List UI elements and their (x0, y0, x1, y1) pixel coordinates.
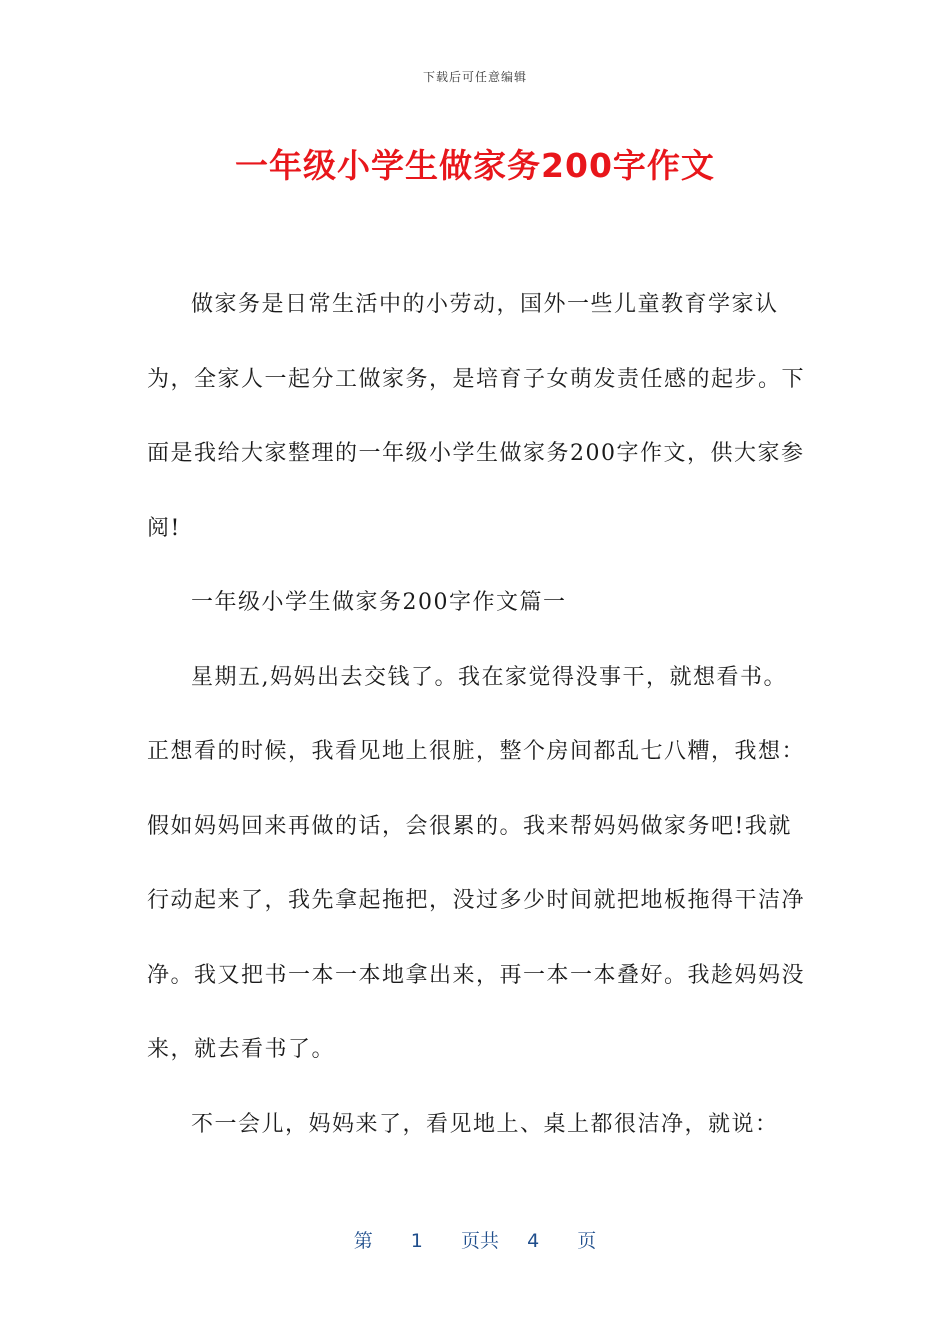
paragraph-section-heading: 一年级小学生做家务200字作文篇一 (191, 590, 567, 615)
document-title: 一年级小学生做家务200字作文 (235, 146, 715, 185)
paragraph-continuation: 不一会儿，妈妈来了，看见地上、桌上都很洁净，就说： (191, 1111, 779, 1137)
paragraph-story: 星期五,妈妈出去交钱了。我在家觉得没事干，就想看书。正想看的时候，我看见地上很脏，整个房间都乱七八糟，我想：假如妈妈回来再做的话，会很累的。我来帮妈妈做家务吧!我就行动起来了，我先拿起拖把，没过多少时间就把地板拖得干洁净净。我又把书一本一本地拿出来，再一本一本叠好。我趁妈妈没来，就去看书了。 (147, 664, 806, 1062)
page-footer (0, 1226, 950, 1253)
current-page-number: 1 (410, 1230, 423, 1252)
footer-middle: 页共 (460, 1230, 499, 1252)
footer-suffix: 页 (577, 1230, 597, 1252)
document-body (147, 268, 807, 1162)
paragraph-intro: 做家务是日常生活中的小劳动，国外一些儿童教育学家认为，全家人一起分工做家务，是培育子女萌发责任感的起步。下面是我给大家整理的一年级小学生做家务200字作文，供大家参阅! (147, 292, 806, 541)
footer-prefix: 第 (353, 1230, 373, 1252)
total-page-count: 4 (527, 1230, 540, 1252)
header-note: 下载后可任意编辑 (422, 70, 527, 84)
